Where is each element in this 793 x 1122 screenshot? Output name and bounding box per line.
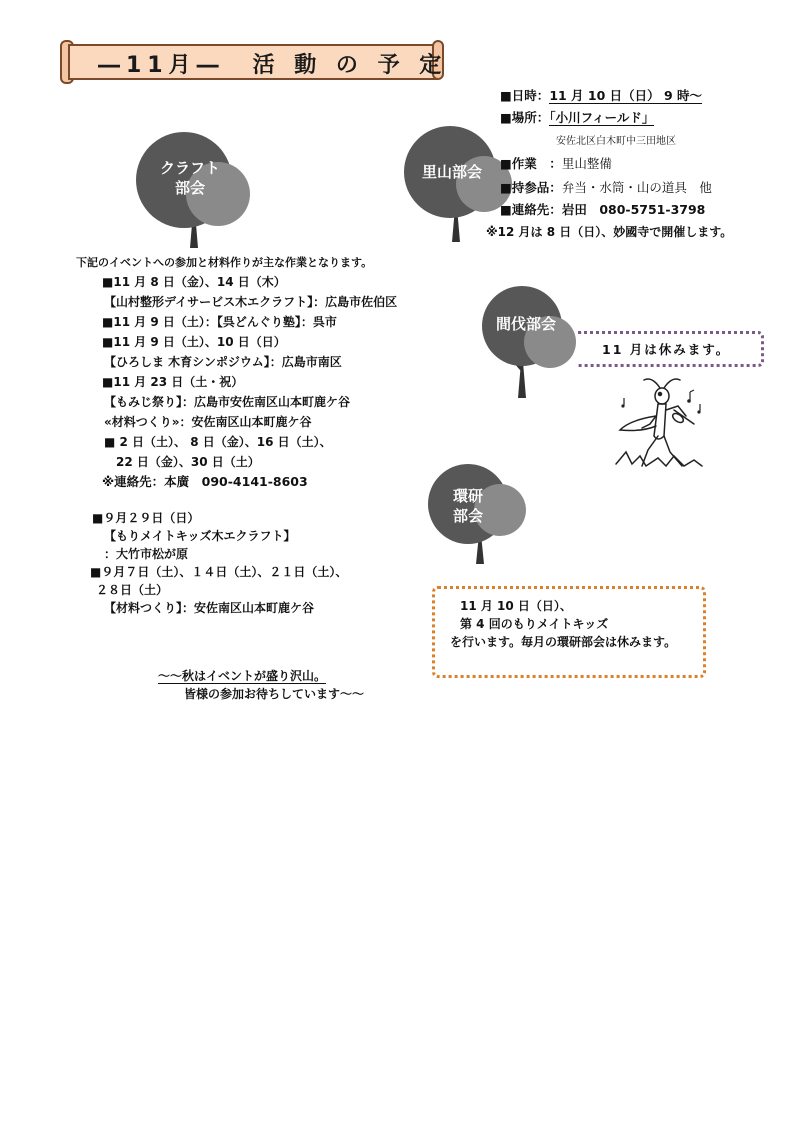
satoyama-place: ■場所：「小川フィールド」 [500, 110, 655, 125]
craft-intro: 下記のイベントへの参加と材料作りが主な作業となります。 [76, 256, 373, 269]
craft-past-line: ■９月７日（土）、１４日（土）、２１日（土）、 [90, 565, 348, 579]
craft-line: 22 日（金）、30 日（土） [116, 455, 260, 469]
title-banner [60, 40, 448, 86]
craft-past-line: ■９月２９日（日） [92, 511, 200, 525]
closing-line-2: 皆様の参加お待ちしています～～ [184, 687, 365, 701]
craft-past-line: ２８日（土） [96, 583, 169, 597]
craft-line: ■11 月 9 日（土）、10 日（日） [102, 335, 286, 349]
craft-line: 【もみじ祭り】：広島市安佐南区山本町鹿ケ谷 [104, 395, 351, 409]
craft-past-line: 【もりメイトキッズ木エクラフト】 [104, 529, 296, 543]
craft-line: «材料つくり»：安佐南区山本町鹿ケ谷 [104, 415, 312, 429]
satoyama-items: ■持参品：弁当・水筒・山の道具 他 [500, 180, 712, 195]
satoyama-work: ■作業 ：里山整備 [500, 156, 612, 171]
craft-line: 【山村整形デイサービス木エクラフト】：広島市佐伯区 [104, 295, 398, 309]
craft-contact: ※連絡先：本廣 090-4141-8603 [102, 474, 308, 489]
craft-tree-icon [132, 130, 256, 250]
closing-line-1: ～～秋はイベントが盛り沢山。 [158, 669, 327, 683]
craft-line: ■11 月 23 日（土・祝） [102, 375, 244, 389]
craft-line: ■11 月 8 日（金）、14 日（木） [102, 275, 286, 289]
craft-past-line: ：大竹市松が原 [104, 547, 189, 561]
craft-line: ■11 月 9 日（土）：【呉どんぐり塾】：呉市 [102, 315, 337, 329]
kanbatsu-notice: 11 月は休みます。 [602, 342, 731, 357]
craft-line: 【ひろしま 木育シンポジウム】：広島市南区 [104, 355, 342, 369]
satoyama-club-label: 里山部会 [421, 163, 482, 181]
craft-line: ■ 2 日（土）、 8 日（金）、16 日（土）、 [104, 435, 332, 449]
kanken-club-label: 環研 部会 [452, 487, 483, 525]
craft-club-label: クラフト 部会 [159, 159, 220, 197]
satoyama-datetime: ■日時：11 月 10 日（日） 9 時～ [500, 88, 703, 103]
grasshopper-violin-icon [612, 376, 708, 470]
satoyama-address: 安佐北区白木町中三田地区 [556, 136, 676, 147]
kanken-tree-icon [426, 462, 536, 566]
kanken-line-2: 第 4 回のもりメイトキッズ [460, 617, 609, 631]
kanken-line-1: 11 月 10 日（日）、 [460, 599, 572, 613]
craft-past-line: 【材料つくり】：安佐南区山本町鹿ケ谷 [104, 601, 315, 615]
kanken-line-3: を行います。毎月の環研部会は休みます。 [450, 635, 677, 649]
kanbatsu-club-label: 間伐部会 [495, 315, 556, 333]
kanbatsu-tree-icon [474, 284, 584, 400]
page-title: ―11月― 活 動 の 予 定 [98, 53, 448, 78]
satoyama-note: ※12 月は 8 日（日）、妙國寺で開催します。 [486, 225, 733, 239]
satoyama-contact: ■連絡先：岩田 080-5751-3798 [500, 202, 706, 217]
